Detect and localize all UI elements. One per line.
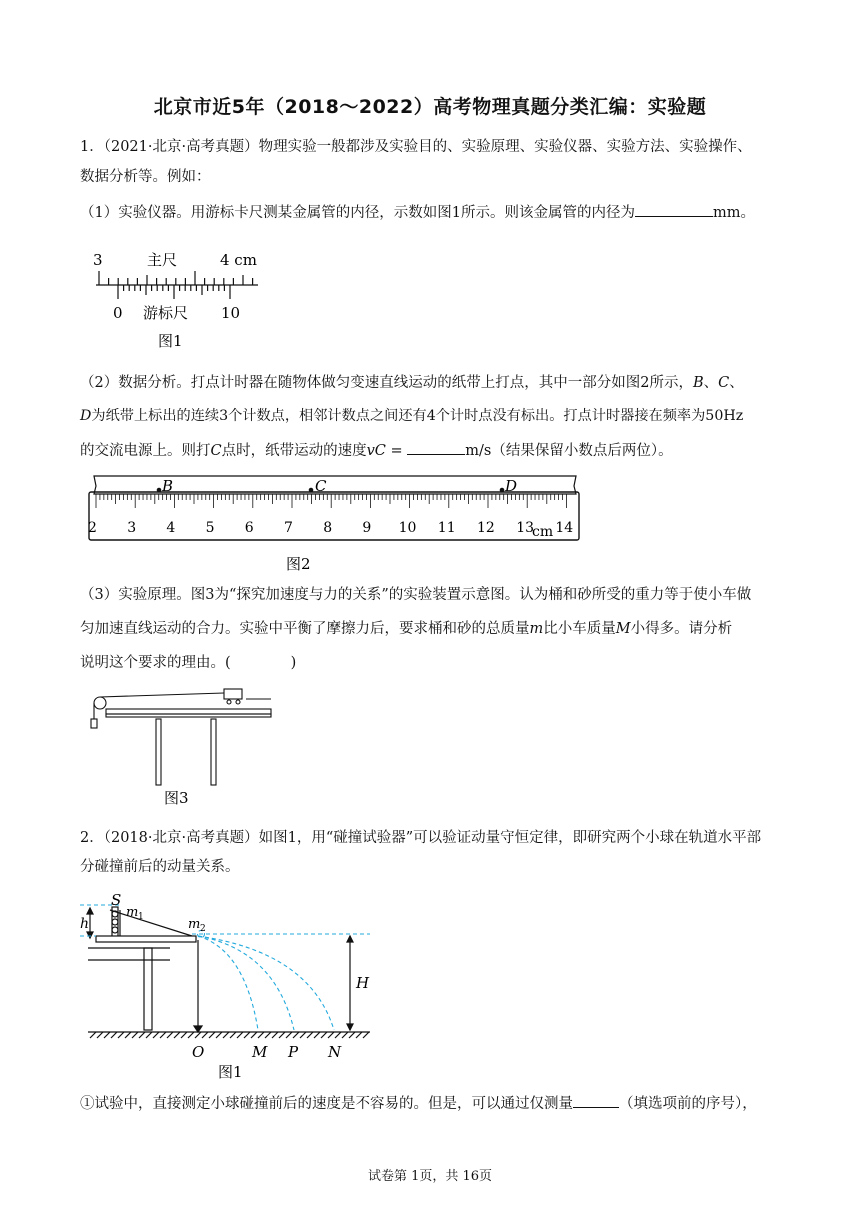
ruler-tick-label: 7 xyxy=(284,520,293,536)
floor-hatch xyxy=(97,1032,103,1038)
floor-hatch xyxy=(356,1032,362,1038)
point-b-label: B xyxy=(162,477,174,495)
table-leg-left xyxy=(156,719,161,785)
floor-hatch xyxy=(286,1032,292,1038)
floor-hatch xyxy=(125,1032,131,1038)
pulley xyxy=(94,697,106,709)
floor-hatch xyxy=(118,1032,124,1038)
vernier-right: 10 xyxy=(221,304,241,322)
fig2-caption: 图2 xyxy=(286,555,311,573)
q1-part2-line-2 xyxy=(80,406,780,426)
text: （填选项前的序号）， xyxy=(619,1096,757,1112)
q2-fig1-caption: 图1 xyxy=(218,1063,243,1080)
ruler-unit: cm xyxy=(532,524,554,540)
q1-part2-line-3 xyxy=(80,440,780,461)
floor-hatch xyxy=(188,1032,194,1038)
vernier-left: 0 xyxy=(113,304,123,322)
q2-line-1: 2．（2018·北京·高考真题）如图1，用“碰撞试验器”可以验证动量守恒定律，即研究两个小球在轨道水平部 xyxy=(80,830,762,846)
trajectory-p xyxy=(198,936,294,1030)
mass-M: M xyxy=(615,621,631,637)
floor-hatch xyxy=(209,1032,215,1038)
answer-blank[interactable] xyxy=(407,440,465,455)
label-s: S xyxy=(111,891,122,909)
text: ①试验中，直接测定小球碰撞前后的速度是不容易的。但是，可以通过仅测量 xyxy=(80,1096,573,1112)
answer-blank[interactable] xyxy=(573,1093,619,1108)
q1-line-1: 1．（2021·北京·高考真题）物理实验一般都涉及实验目的、实验原理、实验仪器、实验方法、实验操作、 xyxy=(80,139,752,155)
ruler-tick-label: 12 xyxy=(477,520,495,536)
text: = xyxy=(385,443,408,459)
floor-hatch xyxy=(160,1032,166,1038)
table-leg-right xyxy=(211,719,216,785)
floor-hatch xyxy=(216,1032,222,1038)
vernier-caliper-figure xyxy=(86,245,286,355)
ruler-tick-label: 6 xyxy=(244,520,254,536)
floor-hatch xyxy=(265,1032,271,1038)
incline-top xyxy=(110,910,192,936)
ruler-tick-label: 9 xyxy=(362,520,372,536)
point-c-dot xyxy=(309,488,314,493)
q1-part1 xyxy=(80,202,780,223)
mass-m: m xyxy=(529,621,544,637)
floor-hatch xyxy=(181,1032,187,1038)
ticker-tape-figure xyxy=(86,472,586,577)
velocity-symbol: vC xyxy=(366,443,386,459)
floor-hatch xyxy=(300,1032,306,1038)
bucket xyxy=(91,719,97,728)
ruler-tick-label: 5 xyxy=(205,520,215,536)
q1-part1-unit: mm。 xyxy=(712,205,755,221)
floor-hatch xyxy=(167,1032,173,1038)
label-P: P xyxy=(288,1043,299,1061)
floor-hatch xyxy=(321,1032,327,1038)
point-b-dot xyxy=(157,488,162,493)
label-m2: m xyxy=(188,917,201,932)
label-b: B xyxy=(692,375,704,391)
floor-hatch xyxy=(272,1032,278,1038)
floor-hatch xyxy=(342,1032,348,1038)
point-c-label: C xyxy=(315,477,327,495)
label-H: H xyxy=(356,974,370,992)
page-title: 北京市近5年（2018～2022）高考物理真题分类汇编：实验题 xyxy=(153,96,707,118)
floor-hatch xyxy=(251,1032,257,1038)
label-m1-sub: 1 xyxy=(138,912,144,922)
floor-hatch xyxy=(132,1032,138,1038)
ruler-tick-label: 4 xyxy=(166,520,176,536)
cart xyxy=(224,689,242,699)
collision-apparatus-figure xyxy=(80,890,380,1080)
floor-hatch xyxy=(328,1032,334,1038)
ruler-tick-label: 14 xyxy=(555,520,574,536)
floor-hatch xyxy=(146,1032,152,1038)
trajectory-m xyxy=(198,936,258,1030)
q2-part1 xyxy=(80,1093,780,1114)
fig3-caption: 图3 xyxy=(164,789,189,807)
ruler-tick-label: 2 xyxy=(88,520,97,536)
q1-part1-text: （1）实验仪器。用游标卡尺测某金属管的内径，示数如图1所示。则该金属管的内径为 xyxy=(80,205,635,221)
label-c: C xyxy=(718,375,730,391)
floor-hatch xyxy=(293,1032,299,1038)
ruler-tick-label: 13 xyxy=(516,520,535,536)
text: ) xyxy=(290,655,297,671)
floor-hatch xyxy=(258,1032,264,1038)
page-footer: 试卷第 1页，共 16页 xyxy=(367,1169,493,1184)
floor-hatch xyxy=(244,1032,250,1038)
label-c: C xyxy=(210,443,222,459)
point-d-label: D xyxy=(505,477,518,495)
text: 匀加速直线运动的合力。实验中平衡了摩擦力后，要求桶和砂的总质量 xyxy=(80,621,530,637)
q1-part3-line-1: （3）实验原理。图3为“探究加速度与力的关系”的实验装置示意图。认为桶和砂所受的重力等于使小车做 xyxy=(80,587,752,603)
ruler-tick-label: 11 xyxy=(437,520,456,536)
q1-part2-line-1 xyxy=(80,373,780,393)
answer-blank[interactable] xyxy=(635,202,713,217)
floor-hatch xyxy=(104,1032,110,1038)
text: m/s（结果保留小数点后两位）。 xyxy=(465,443,673,459)
floor-hatch xyxy=(237,1032,243,1038)
track-board xyxy=(106,709,271,714)
label-d: D xyxy=(80,408,92,424)
label-m1: m xyxy=(126,905,139,920)
apparatus-figure xyxy=(86,685,286,810)
q1-line-2: 数据分析等。例如： xyxy=(80,169,211,185)
text: （2）数据分析。打点计时器在随物体做匀变速直线运动的纸带上打点，其中一部分如图2所示， xyxy=(80,375,693,391)
text: 、 xyxy=(729,375,744,391)
text: 的交流电源上。则打 xyxy=(80,443,211,459)
floor-hatch xyxy=(314,1032,320,1038)
floor-hatch xyxy=(202,1032,208,1038)
vernier-label: 游标尺 xyxy=(143,304,189,322)
floor-hatch xyxy=(223,1032,229,1038)
track-horizontal xyxy=(96,936,196,942)
floor-hatch xyxy=(139,1032,145,1038)
label-N: N xyxy=(328,1043,342,1061)
label-M: M xyxy=(252,1043,268,1061)
floor-hatch xyxy=(230,1032,236,1038)
text: 点时，纸带运动的速度 xyxy=(221,443,367,459)
fig1-caption: 图1 xyxy=(158,332,183,350)
q1-part3-line-3 xyxy=(80,653,780,673)
floor-hatch xyxy=(174,1032,180,1038)
main-scale-right: 4 cm xyxy=(220,251,257,269)
label-h: h xyxy=(80,916,90,932)
floor-hatch xyxy=(307,1032,313,1038)
text: 、 xyxy=(703,375,719,391)
text: 比小车质量 xyxy=(543,621,616,637)
track-base xyxy=(106,714,271,717)
ruler-tick-label: 8 xyxy=(323,520,333,536)
floor-hatch xyxy=(111,1032,117,1038)
ruler-tick-label: 3 xyxy=(127,520,137,536)
label-O: O xyxy=(192,1043,205,1061)
floor-hatch xyxy=(349,1032,355,1038)
floor-hatch xyxy=(335,1032,341,1038)
floor-hatch xyxy=(153,1032,159,1038)
ruler-tick-label: 10 xyxy=(398,520,417,536)
main-scale-label: 主尺 xyxy=(147,251,178,269)
label-m2-sub: 2 xyxy=(200,924,206,934)
point-d-dot xyxy=(500,488,505,493)
floor-hatch xyxy=(279,1032,285,1038)
floor-hatch xyxy=(90,1032,96,1038)
string xyxy=(100,693,224,697)
trajectory-n xyxy=(198,936,334,1030)
text: 说明这个要求的理由。( xyxy=(80,655,231,671)
q2-line-2: 分碰撞前后的动量关系。 xyxy=(80,859,240,875)
text: 为纸带上标出的连续3个计数点，相邻计数点之间还有4个计时点没有标出。打点计时器接在频率为50Hz xyxy=(91,408,744,424)
q1-part3-line-2 xyxy=(80,619,780,639)
text: 小得多。请分析 xyxy=(630,621,733,637)
main-scale-left: 3 xyxy=(93,251,103,269)
floor-hatch xyxy=(363,1032,369,1038)
